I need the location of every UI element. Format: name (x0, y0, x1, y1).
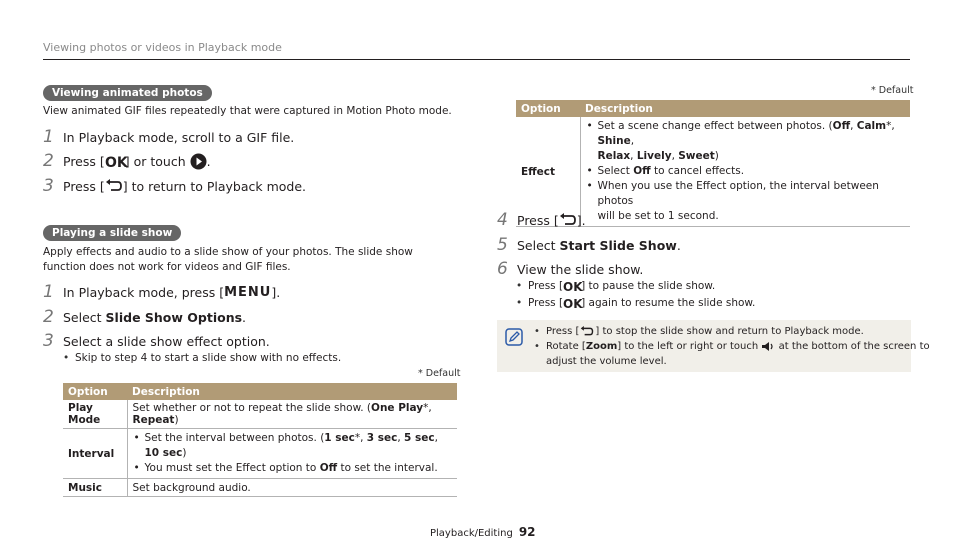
default-note-right: * Default (871, 85, 914, 96)
step-1-animated (43, 126, 294, 148)
step-4 (497, 209, 586, 231)
table-row (63, 400, 457, 429)
step-text-bold: Start Slide Show (559, 237, 677, 253)
slideshow-options-table (63, 383, 457, 497)
option-key: Effect (516, 117, 580, 227)
section-pill-animated: Viewing animated photos (43, 85, 212, 101)
step-text-post: . (206, 153, 211, 169)
back-key-icon (559, 213, 577, 227)
step-number: 1 (43, 282, 54, 302)
option-key: Interval (63, 429, 127, 479)
step-text-pre: In Playback mode, press [ (63, 284, 225, 300)
step-3-animated (43, 175, 306, 197)
step-number: 3 (43, 176, 54, 196)
step-number: 3 (43, 331, 54, 351)
pause-bullet: • Press [ OK ] to pause the slide show. (528, 279, 715, 294)
table-header-option: Option (516, 100, 580, 117)
table-header-option: Option (63, 383, 127, 400)
play-icon (190, 153, 207, 170)
step-text-pre: Select (63, 309, 106, 325)
step-number: 2 (43, 307, 54, 327)
note-bullet-stop: • Press [ ] to stop the slide show and return to Playback mode. (546, 324, 864, 339)
option-desc: • Set a scene change effect between photos. (Off, Calm*, Shine, Relax, Lively, Sweet) • Select Off to cancel effects. • When you use the Effect option, the interval between photos will be set to 1 second. (580, 117, 910, 227)
ok-key-icon (563, 280, 581, 292)
step-text: Select a slide show effect option. (63, 333, 270, 349)
step-text: View the slide show. (517, 261, 644, 277)
skip-note-bullet: • Skip to step 4 to start a slide show with no effects. (75, 351, 341, 366)
option-desc: • Set the interval between photos. (1 sec*, 3 sec, 5 sec, 10 sec) • You must set the Effect option to Off to set the interval. (127, 429, 457, 479)
step-number: 4 (497, 210, 508, 230)
speaker-icon (761, 341, 775, 352)
ok-key-icon (104, 154, 128, 171)
note-bullet-volume: • Rotate [Zoom] to the left or right or touch at the bottom of the screen to adjust the volume level. (546, 339, 930, 369)
option-desc: Set background audio. (127, 479, 457, 497)
step-text-pre: Press [ (63, 178, 105, 194)
table-row (63, 479, 457, 497)
step-6 (497, 258, 643, 280)
step-text-mid: ] or touch (124, 153, 186, 169)
option-key: Music (63, 479, 127, 497)
step-1-slideshow (43, 281, 280, 303)
step-2-slideshow (43, 306, 246, 328)
step-text-pre: Press [ (63, 153, 105, 169)
step-3-slideshow (43, 330, 270, 352)
header-divider (43, 59, 910, 60)
step-number: 1 (43, 127, 54, 147)
effect-options-table (516, 100, 910, 227)
step-text-post: . (242, 309, 247, 325)
resume-bullet: • Press [ OK ] again to resume the slide show. (528, 296, 755, 311)
option-key: Play Mode (63, 400, 127, 429)
note-pencil-icon (505, 328, 523, 346)
step-text-post: ] to return to Playback mode. (122, 178, 307, 194)
section-pill-slideshow: Playing a slide show (43, 225, 181, 241)
step-text-pre: Press [ (517, 212, 559, 228)
back-key-icon (579, 326, 595, 337)
option-desc: Set whether or not to repeat the slide show. (One Play*, Repeat) (127, 400, 457, 429)
section-desc-animated: View animated GIF files repeatedly that were captured in Motion Photo mode. (43, 105, 452, 117)
table-header-description: Description (127, 383, 457, 400)
step-text-post: ]. (576, 212, 586, 228)
svg-text:OK: OK (563, 297, 583, 311)
step-number: 5 (497, 235, 508, 255)
svg-text:OK: OK (563, 280, 583, 294)
step-2-animated (43, 150, 211, 172)
step-number: 6 (497, 259, 508, 279)
step-text-post: ]. (271, 284, 281, 300)
step-number: 2 (43, 151, 54, 171)
page-footer (430, 525, 536, 539)
step-text-pre: Select (517, 237, 560, 253)
step-5 (497, 234, 681, 256)
step-text-bold: Slide Show Options (105, 309, 243, 325)
page-header: Viewing photos or videos in Playback mode (43, 41, 282, 54)
section-desc-slideshow: Apply effects and audio to a slide show of your photos. The slide show function does not work for videos and GIF files. (43, 246, 413, 273)
table-row (63, 429, 457, 479)
ok-key-icon (563, 297, 581, 309)
menu-key-icon: MENU (224, 284, 272, 300)
svg-text:OK: OK (104, 155, 128, 171)
step-text: In Playback mode, scroll to a GIF file. (63, 129, 295, 145)
page-number: 92 (518, 525, 536, 539)
footer-section: Playback/Editing (430, 528, 513, 539)
step-text-post: . (676, 237, 681, 253)
table-header-description: Description (580, 100, 910, 117)
default-note-left: * Default (418, 368, 461, 379)
back-key-icon (105, 179, 123, 193)
note-box (497, 320, 930, 372)
